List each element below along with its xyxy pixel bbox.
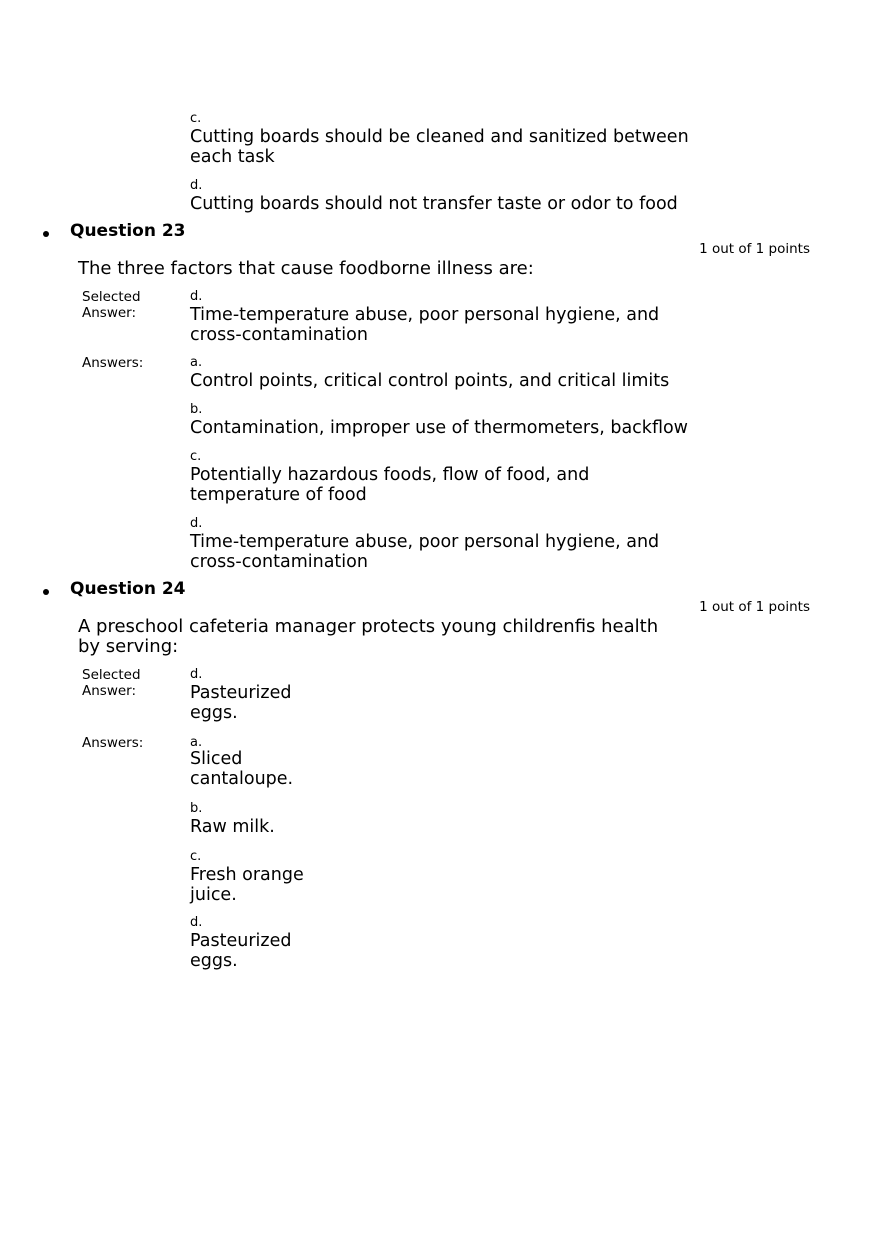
- selected-answer-text: Pasteurized eggs.: [190, 683, 292, 723]
- option-letter: d.: [190, 516, 203, 531]
- option-letter: d.: [190, 178, 203, 193]
- bullet-icon: [43, 231, 49, 237]
- question-points: 1 out of 1 points: [699, 599, 810, 615]
- option-text: Contamination, improper use of thermometers, backflow: [190, 418, 688, 438]
- question-points: 1 out of 1 points: [699, 241, 810, 257]
- question-title: Question 24: [70, 579, 186, 599]
- option-letter: c.: [190, 849, 202, 864]
- option-text: Sliced cantaloupe.: [190, 749, 294, 789]
- selected-answer-label: Selected Answer:: [82, 289, 141, 321]
- option-letter: c.: [190, 449, 202, 464]
- selected-answer-label: Selected Answer:: [82, 667, 141, 699]
- option-letter: a.: [190, 355, 203, 370]
- option-text: Time-temperature abuse, poor personal hygiene, and cross-contamination: [190, 532, 660, 572]
- option-text: Potentially hazardous foods, flow of food, and temperature of food: [190, 465, 590, 505]
- option-text: Pasteurized eggs.: [190, 931, 292, 971]
- option-letter: d.: [190, 915, 203, 930]
- answers-label: Answers:: [82, 355, 144, 371]
- question-title: Question 23: [70, 221, 186, 241]
- option-text: Cutting boards should be cleaned and sanitized between each task: [190, 127, 689, 167]
- selected-answer-text: Time-temperature abuse, poor personal hygiene, and cross-contamination: [190, 305, 660, 345]
- answers-label: Answers:: [82, 735, 144, 751]
- option-text: Fresh orange juice.: [190, 865, 304, 905]
- option-letter: a.: [190, 735, 203, 750]
- selected-answer-letter: d.: [190, 667, 203, 682]
- option-text: Cutting boards should not transfer taste or odor to food: [190, 194, 678, 214]
- option-letter: b.: [190, 402, 203, 417]
- option-letter: c.: [190, 111, 202, 126]
- selected-answer-letter: d.: [190, 289, 203, 304]
- question-text: A preschool cafeteria manager protects young childrenfis health by serving:: [78, 616, 659, 657]
- option-letter: b.: [190, 801, 203, 816]
- option-text: Control points, critical control points, and critical limits: [190, 371, 670, 391]
- question-text: The three factors that cause foodborne illness are:: [78, 258, 534, 279]
- bullet-icon: [43, 589, 49, 595]
- option-text: Raw milk.: [190, 817, 275, 837]
